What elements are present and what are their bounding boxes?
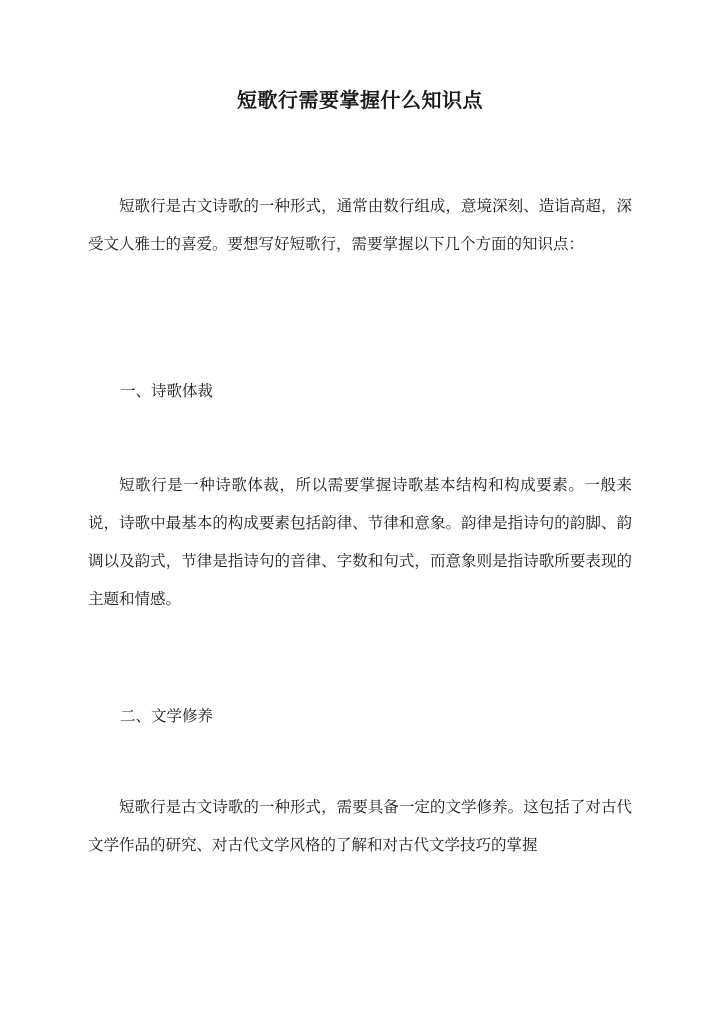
document-title: 短歌行需要掌握什么知识点 [237,88,483,112]
section-heading-literary: 二、文学修养 [120,707,214,725]
intro-paragraph: 短歌行是古文诗歌的一种形式，通常由数行组成，意境深刻、造诣高超，深受文人雅士的喜爱。要想写好短歌行，需要掌握以下几个方面的知识点： [88,197,632,253]
section-heading-genre: 一、诗歌体裁 [120,382,214,400]
section-body-genre: 短歌行是一种诗歌体裁，所以需要掌握诗歌基本结构和构成要素。一般来说，诗歌中最基本的构成要素包括韵律、节律和意象。韵律是指诗句的韵脚、韵调以及韵式，节律是指诗句的音律、字数和句式，而意象则是指诗歌所要表现的主题和情感。 [88,476,632,608]
section-body-literary: 短歌行是古文诗歌的一种形式，需要具备一定的文学修养。这包括了对古代文学作品的研究、对古代文学风格的了解和对古代文学技巧的掌握 [88,798,632,854]
